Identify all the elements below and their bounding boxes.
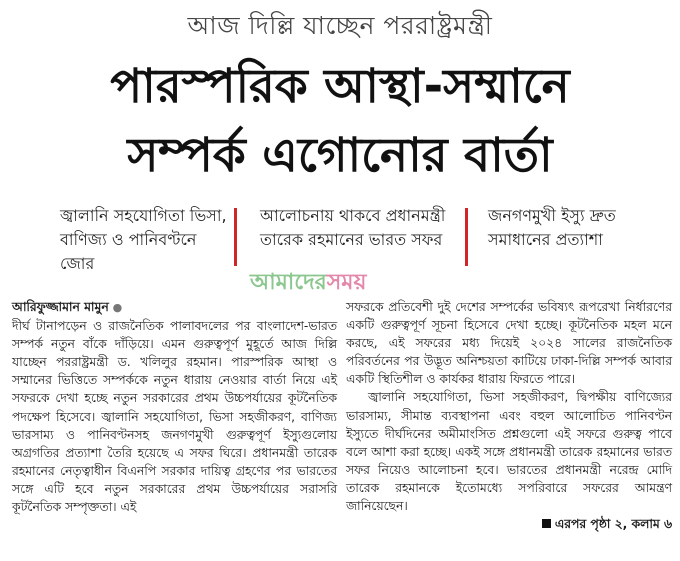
square-icon [542,519,551,528]
watermark [250,265,366,302]
accent-bar [234,208,237,266]
bullet-icon: ● [112,301,123,314]
headline-line-2: সম্পর্ক এগোনোর বার্তা [127,128,553,183]
continuation-note: এরপর পৃষ্ঠা ২, কলাম ৬ [554,517,672,532]
watermark-part-2: সময় [326,270,367,295]
article-column-left [12,298,337,516]
kicker: আজ দিল্লি যাচ্ছেন পররাষ্ট্রমন্ত্রী [187,11,493,40]
headline-line-1: পারস্পরিক আস্থা-সম্মানে [110,59,570,114]
highlight-2: আলোচনায় থাকবে প্রধানমন্ত্রী তারেক রহমানের ভারত সফর [260,206,446,249]
highlight-1: জ্বালানি সহযোগিতা ভিসা, বাণিজ্য ও পানিবণ্টনে জোর [60,206,227,273]
highlight-3: জনগণমুখী ইস্যু দ্রুত সমাধানের প্রত্যাশা [488,206,616,249]
article-body-right-2: জ্বালানি সহযোগিতা, ভিসা সহজীকরণ, দ্বিপক্ষীয় বাণিজ্যের ভারসাম্য, সীমান্ত ব্যবস্থাপনা এবং বহুল আলোচিত পানিবণ্টন ইস্যুতে দীর্ঘদিনের অমীমাংসিত প্রশ্নগুলো এই সফরে গুরুত্ব পাবে বলে আশা করা হচ্ছে। একই সঙ্গে প্রধানমন্ত্রী তারেক রহমানের ভারত সফর নিয়েও আলোচনা হবে। ভারতের প্রধানমন্ত্রী নরেন্দ্র মোদি তারেক রহমানকে ইতোমধ্যে সপরিবারে সফরের আমন্ত্রণ জানিয়েছেন। [346,390,672,514]
watermark-part-1: আমাদের [250,270,327,295]
article-column-right [346,298,672,533]
accent-bar [465,208,468,266]
article-body-right-1: সফরকে প্রতিবেশী দুই দেশের সম্পর্কের ভবিষ্যৎ রূপরেখা নির্ধারণের একটি গুরুত্বপূর্ণ সূচনা হিসেবে দেখা হচ্ছে। কূটনৈতিক মহল মনে করছে, এই সফরের মধ্য দিয়েই ২০২৪ সালের রাজনৈতিক পরিবর্তনের পর উদ্ভূত অনিশ্চয়তা কাটিয়ে ঢাকা-দিল্লি সম্পর্ক আবার একটি স্থিতিশীল ও কার্যকর ধারায় ফিরতে পারে। [346,300,672,387]
article-body-left: দীর্ঘ টানাপড়েন ও রাজনৈতিক পালাবদলের পর বাংলাদেশ-ভারত সম্পর্ক নতুন বাঁকে দাঁড়িয়ে। এমন গুরুত্বপূর্ণ মুহূর্তে আজ দিল্লি যাচ্ছেন পররাষ্ট্রমন্ত্রী ড. খলিলুর রহমান। পারস্পরিক আস্থা ও সম্মানের ভিত্তিতে সম্পর্ককে নতুন ধারায় নেওয়ার বার্তা নিয়ে এই সফরকে দেখা হচ্ছে নতুন সরকারের প্রথম উচ্চপর্যায়ের কূটনৈতিক পদক্ষেপ হিসেবে। জ্বালানি সহযোগিতা, ভিসা সহজীকরণ, বাণিজ্য ভারসাম্য ও পানিবণ্টনসহ জনগণমুখী গুরুত্বপূর্ণ ইস্যুগুলোয় অগ্রগতির প্রত্যাশা তৈরি হয়েছে এ সফর ঘিরে। প্রধানমন্ত্রী তারেক রহমানের নেতৃত্বাধীন বিএনপি সরকার দায়িত্ব গ্রহণের পর ভারতের সঙ্গে এটি হবে নতুন সরকারের প্রথম উচ্চপর্যায়ের সরাসরি কূটনৈতিক সম্পৃক্ততা। এই [12,319,337,515]
byline: আরিফুজ্জামান মামুন [12,300,109,314]
